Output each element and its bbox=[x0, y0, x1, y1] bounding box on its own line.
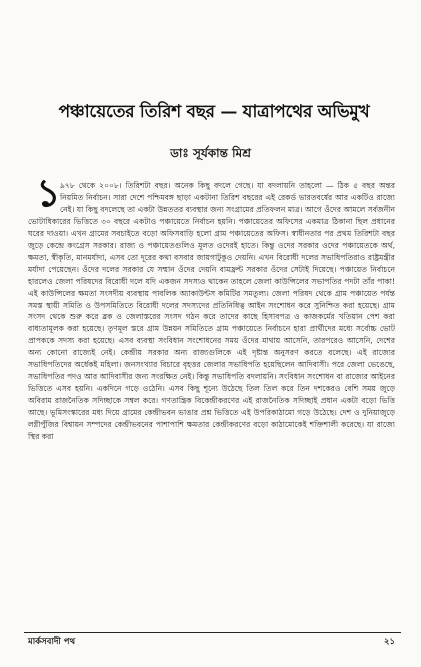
article-body bbox=[28, 180, 395, 443]
drop-cap: ১ bbox=[36, 170, 61, 215]
article-author: ডাঃ সূর্যকান্ত মিশ্র bbox=[170, 146, 251, 160]
footer-rule bbox=[24, 632, 401, 633]
body-paragraph: ৯৭৮ থেকে ২০০৮। তিরিশটা বছর। অনেক কিছু বদলে গেছে। যা বদলায়নি তাহলো — ঠিক ৫ বছর অন্তর নিয়মিত নির্বাচন। সারা দেশে পশ্চিমবঙ্গ ছাড়া একটানা তিরিশ বছরের এই রেকর্ড ভারতবর্ষের আর একটিও রাজ্যে নেই। যা কিছু বদলেছে তা একটা উন্নততর ব্যবস্থার জন্য সংগ্রামের প্রতিফলন মাত্র। আগে ওঁদের আমলে সর্বজনীন ভোটাধিকারের ভিত্তিতে ৩০ বছরে একটাও পঞ্চায়েতে নির্বাচন হয়নি। পঞ্চায়েতের অফিসের একমাত্র ঠিকানা ছিল প্রধানের ঘরের দাওয়া। এখন গ্রামের সবচাইতে বড়ো অফিসবাড়ি হলো গ্রাম পঞ্চায়েতের অফিস। স্বাধীনতার পর প্রথম তিরিশটা বছর জুড়ে কেন্দ্রে কংগ্রেস সরকার। রাজ্য ও পঞ্চায়েতগুলিও মূলত ওদেরই হাতে। কিন্তু ওদের সরকার ওদের পঞ্চায়েতকে অর্থ, ক্ষমতা, স্বীকৃতি, মানমর্যাদা, এসব তো দূরের কথা বসবার জায়গাটুকুও দেয়নি। এখন বিরোধী দলের সভাধিপতিরাও রাষ্ট্রমন্ত্রীর মর্যাদা পেয়েছেন। ওঁদের দলের সরকার যে সম্মান ওঁদের দেয়নি বামফ্রন্ট সরকার ওঁদের সেটাই দিয়েছে। পঞ্চায়েত নির্বাচনে হারলেও জেলা পরিষদের বিরোধী দলে যদি একজন সদস্যও থাকেন তাহলে জেলা কাউন্সিলের সভাপতির পদটা তাঁর পাকা! এই কাউন্সিলের ক্ষমতা সংসদীয় ব্যবস্থায় পাবলিক অ্যাকাউন্টস কমিটির সমতুল্য। জেলা পরিষদ থেকে গ্রাম পঞ্চায়েত পর্যন্ত সমস্ত স্থায়ী সমিতি ও উপসমিতিতে বিরোধী দলের সদস্যদের প্রতিনিধিত্ব আইন সংশোধন করে সুনিশ্চিত করা হয়েছে। গ্রাম সংসদ থেকে শুরু করে ব্লক ও জেলাস্তরের সংসদ গঠন করে তাদের কাছে হিসাবপত্র ও কাজকর্মের খতিয়ান পেশ করা বাধ্যতামূলক করা হয়েছে। তৃণমূল স্তরে গ্রাম উন্নয়ন সমিতিতে গ্রাম পঞ্চায়েতে নির্বাচনে হারা প্রার্থীদের মধ্যে সর্বোচ্চ ভোট প্রাপককে সদস্য করা হয়েছে। এসব ব্যবস্থা সংবিধান সংশোধনের সময় ওঁদের মাথায় আসেনি, তারপরেও আসেনি, দেশের অন্য কোনো রাজ্যেই নেই। কেন্দ্রীয় সরকার অন্য রাজ্যগুলিকে এই দৃষ্টান্ত অনুসরণ করতে বলেছে। এই রাজ্যের সভাধিপতিদের অর্ধেকই মহিলা। জনসংখ্যার বিচারে বৃহত্তর জেলার সভাধিপতি হয়েছিলেন আদিবাসী। পরে জেলা ভেঙেছে, সভাধিপতির পদও আর আদিবাসীর জন্য সংরক্ষিত নেই। কিন্তু সভাধিপতি বদলায়নি। সংবিধান সংশোধন বা রাজ্যের আইনের ভিত্তিতে এসব হয়নি। একদিনে গড়ে ওঠেনি। এসব কিছু শূন্যে উঠেছে তিল তিল করে তিন দশকেরও বেশি সময় জুড়ে অবিরাম রাজনৈতিক সদিচ্ছাকে সম্বল করে। গণতান্ত্রিক বিকেন্দ্রীকরণের এই রাজনৈতিক সদিচ্ছাই প্রধান একটা বড়ো ভিত্তি আছে। ভূমিসংস্কারের মধ্য দিয়ে গ্রামের কেন্দ্রীভবন ভাঙার প্রশ্ন ভিত্তিতে এই উপরিকাঠামো গড়ে উঠেছে। দেশ ও দুনিয়াজুড়ে লগ্নীপুঁজির বিশ্বায়ন সম্পদের কেন্দ্রীভবনের পাশাপাশি ক্ষমতার কেন্দ্রীকরণের বড়ো কাঠামোকেই শক্তিশালী করেছে। যা রাজ্যে স্থির করা bbox=[28, 181, 395, 442]
footer-publication: মার্কসবাদী পথ bbox=[28, 637, 76, 647]
article-title: পঞ্চায়েতের তিরিশ বছর — যাত্রাপথের অভিমুখ bbox=[58, 102, 370, 122]
footer-page-number: ২১ bbox=[383, 637, 395, 647]
